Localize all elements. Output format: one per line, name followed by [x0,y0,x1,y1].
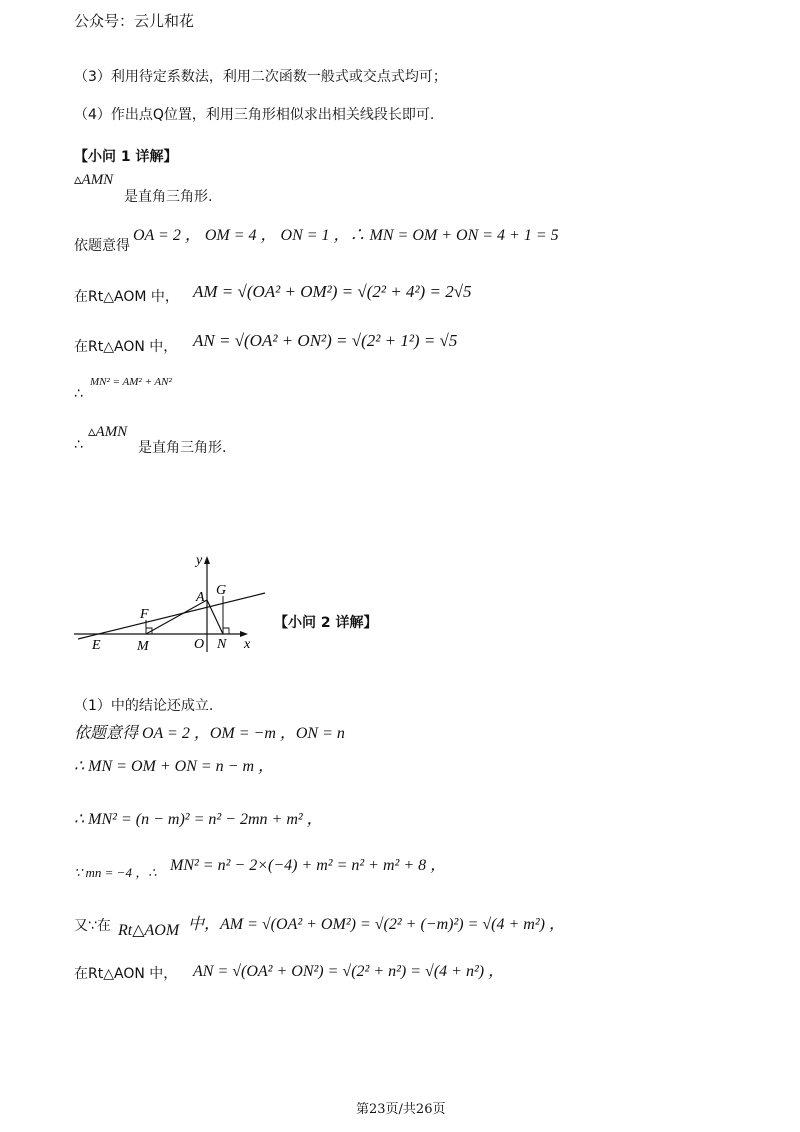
section-heading-q1: 【小问 1 详解】 [74,149,178,165]
q2-mn-squared: ∴ MN² = (n − m)² = n² − 2mn + m² ， [74,811,323,828]
page-header: 公众号：云儿和花 [74,12,195,30]
q2-mn-product: ∵ mn = −4 ，∴ [74,865,157,880]
conclusion-right-triangle: 是直角三角形. [138,440,227,456]
statement-right-triangle: 是直角三角形. [124,189,213,205]
triangle-amn-label-2: ▵AMN [88,424,128,440]
therefore-symbol-2: ∴ [74,437,83,453]
q2-an-equation: AN = √(OA² + ON²) = √(2² + n²) = √(4 + n²) ， [193,963,505,980]
therefore-symbol-1: ∴ [74,386,83,402]
q2-given-values: 依题意得 OA = 2 ，OM = −m ，ON = n [74,725,345,742]
fig-label-y: y [196,553,203,568]
q2-conclusion-holds: （1）中的结论还成立. [74,698,214,714]
page-footer: 第23页/共26页 [356,1102,446,1117]
rt-aom-label: 在Rt△AOM 中， [74,289,179,305]
an-equation: AN = √(OA² + ON²) = √(2² + 1²) = √5 [193,331,458,350]
fig-label-m: M [137,639,149,654]
step-4: （4）作出点Q位置，利用三角形相似求出相关线段长即可. [74,107,435,123]
coordinate-figure [70,548,270,658]
triangle-amn-label: ▵AMN [74,172,114,188]
q2-mn-equation: ∴ MN = OM + ON = n − m ， [74,758,275,775]
q2-mn-squared-substituted: MN² = n² − 2×(−4) + m² = n² + m² + 8 ， [170,857,447,874]
fig-label-o: O [194,637,205,652]
given-values: OA = 2 ， OM = 4 ， ON = 1 ，∴ MN = OM + ON = 4 + 1 = 5 [133,227,559,244]
fig-label-x: x [244,637,251,652]
q2-also-since: 又∵在 [74,918,111,934]
q2-rt-aon-label: 在Rt△AON 中， [74,966,178,982]
fig-label-g: G [216,583,227,598]
fig-label-f: F [140,607,149,622]
q2-am-equation: 中，AM = √(OA² + OM²) = √(2² + (−m)²) = √(4 + m²) ， [188,916,565,933]
fig-label-a: A [196,590,205,605]
rt-aon-label: 在Rt△AON 中， [74,339,178,355]
given-label: 依题意得 [74,238,130,254]
section-heading-q2: 【小问 2 详解】 [274,615,378,631]
am-equation: AM = √(OA² + OM²) = √(2² + 4²) = 2√5 [193,282,472,301]
fig-label-n: N [217,637,227,652]
q2-rt-aom: Rt△AOM [118,922,180,939]
pythagoras-relation: MN² = AM² + AN² [90,376,172,388]
step-3: （3）利用待定系数法，利用二次函数一般式或交点式均可； [74,69,447,85]
fig-label-e: E [92,638,101,653]
